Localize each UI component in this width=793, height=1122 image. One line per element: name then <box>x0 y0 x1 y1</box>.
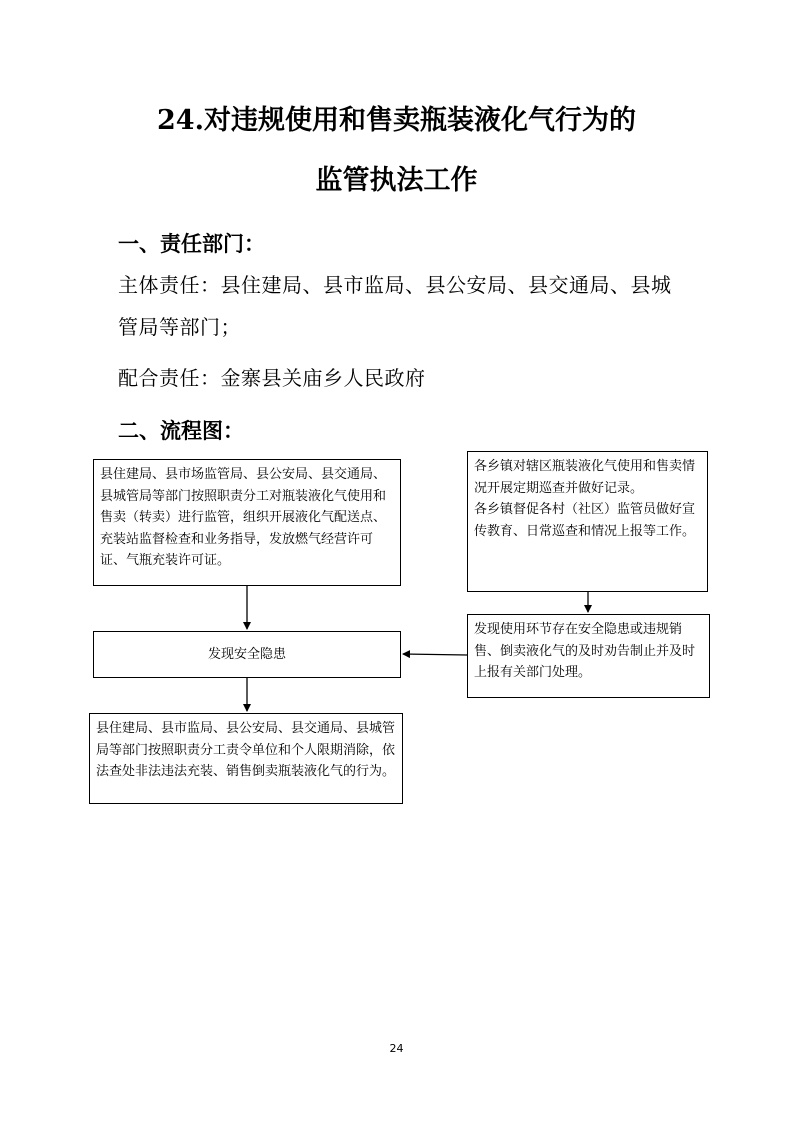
flow-box-county-supervision-text: 县住建局、县市场监管局、县公安局、县交通局、县城管局等部门按照职责分工对瓶装液化气使用和售卖（转卖）进行监管，组织开展液化气配送点、充装站监督检查和业务指导，发放燃气经营许可证、气瓶充装许可证。 <box>100 467 387 568</box>
flow-box-report-violation-text: 发现使用环节存在安全隐患或违规销售、倒卖液化气的及时劝告制止并及时上报有关部门处理。 <box>474 622 696 680</box>
arrow-report-to-hazard <box>403 654 467 655</box>
flow-box-hazard-found-text: 发现安全隐患 <box>207 646 286 662</box>
page-number: 24 <box>389 1042 404 1055</box>
primary-responsibility-text: 主体责任：县住建局、县市监局、县公安局、县交通局、县城管局等部门； <box>118 273 672 339</box>
flow-box-township-inspection-text-2: 各乡镇督促各村（社区）监管员做好宣传教育、日常巡查和情况上报等工作。 <box>474 502 696 539</box>
document-title-line1: 24.对违规使用和售卖瓶装液化气行为的 <box>157 105 636 136</box>
cooperating-responsibility-text: 配合责任：金寨县关庙乡人民政府 <box>118 366 426 390</box>
section-heading-departments: 一、责任部门： <box>118 232 265 256</box>
flow-box-rectification-text: 县住建局、县市监局、县公安局、县交通局、县城管局等部门按照职责分工责令单位和个人限期消除，依法查处非法违法充装、销售倒卖瓶装液化气的行为。 <box>96 721 396 779</box>
flow-box-township-inspection-text-1: 各乡镇对辖区瓶装液化气使用和售卖情况开展定期巡查并做好记录。 <box>474 459 696 496</box>
document-title-line2: 监管执法工作 <box>315 165 478 196</box>
section-heading-flowchart: 二、流程图： <box>118 419 244 443</box>
